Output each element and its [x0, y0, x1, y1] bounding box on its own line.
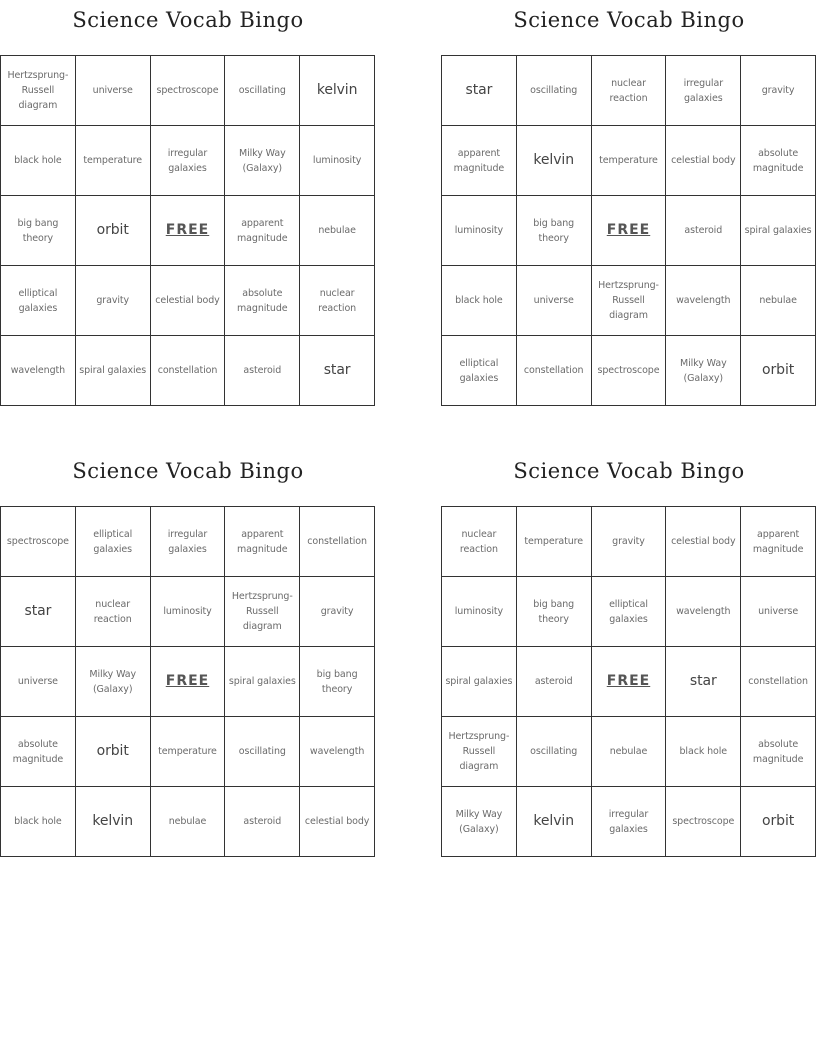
bingo-cell: temperature — [592, 126, 667, 196]
bingo-cell: luminosity — [442, 196, 517, 266]
bingo-cell: Hertzsprung-Russell diagram — [592, 266, 667, 336]
bingo-cell: constellation — [741, 647, 816, 717]
bingo-cell: black hole — [1, 126, 76, 196]
bingo-cell: universe — [76, 56, 151, 126]
bingo-cell: Milky Way (Galaxy) — [225, 126, 300, 196]
bingo-cell: nuclear reaction — [76, 577, 151, 647]
bingo-cell: absolute magnitude — [741, 126, 816, 196]
bingo-cell: big bang theory — [1, 196, 76, 266]
bingo-cell: spectroscope — [592, 336, 667, 406]
bingo-cell: elliptical galaxies — [442, 336, 517, 406]
card-title: Science Vocab Bingo — [72, 8, 304, 32]
bingo-cell: Milky Way (Galaxy) — [76, 647, 151, 717]
bingo-cell: celestial body — [666, 507, 741, 577]
bingo-cell: black hole — [666, 717, 741, 787]
bingo-cell: nuclear reaction — [592, 56, 667, 126]
bingo-cell: wavelength — [666, 266, 741, 336]
bingo-cell: kelvin — [300, 56, 375, 126]
bingo-cell: gravity — [300, 577, 375, 647]
bingo-cell: big bang theory — [300, 647, 375, 717]
free-space: FREE — [592, 647, 667, 717]
bingo-cell: irregular galaxies — [592, 787, 667, 857]
free-space: FREE — [592, 196, 667, 266]
bingo-cell: celestial body — [666, 126, 741, 196]
bingo-cell: orbit — [741, 336, 816, 406]
bingo-cell: oscillating — [225, 56, 300, 126]
bingo-cell: luminosity — [442, 577, 517, 647]
bingo-cell: kelvin — [517, 787, 592, 857]
bingo-cell: oscillating — [517, 717, 592, 787]
card-title: Science Vocab Bingo — [513, 459, 745, 483]
bingo-cell: spectroscope — [666, 787, 741, 857]
bingo-cell: celestial body — [300, 787, 375, 857]
free-space: FREE — [151, 647, 226, 717]
bingo-cell: asteroid — [225, 787, 300, 857]
bingo-cell: spectroscope — [151, 56, 226, 126]
bingo-cell: black hole — [1, 787, 76, 857]
bingo-cell: asteroid — [666, 196, 741, 266]
bingo-cell: star — [442, 56, 517, 126]
bingo-cell: irregular galaxies — [151, 507, 226, 577]
card-title: Science Vocab Bingo — [513, 8, 745, 32]
bingo-cell: gravity — [76, 266, 151, 336]
bingo-cell: nebulae — [741, 266, 816, 336]
bingo-cell: big bang theory — [517, 577, 592, 647]
bingo-cell: apparent magnitude — [225, 507, 300, 577]
bingo-cell: oscillating — [517, 56, 592, 126]
bingo-cell: constellation — [151, 336, 226, 406]
bingo-cell: apparent magnitude — [741, 507, 816, 577]
bingo-cell: elliptical galaxies — [592, 577, 667, 647]
bingo-cell: Hertzsprung-Russell diagram — [1, 56, 76, 126]
bingo-cell: luminosity — [300, 126, 375, 196]
bingo-cell: irregular galaxies — [666, 56, 741, 126]
bingo-grid — [0, 506, 375, 857]
free-space: FREE — [151, 196, 226, 266]
bingo-grid — [441, 506, 816, 857]
card-title: Science Vocab Bingo — [72, 459, 304, 483]
bingo-cell: universe — [1, 647, 76, 717]
bingo-cell: spectroscope — [1, 507, 76, 577]
bingo-cell: Hertzsprung-Russell diagram — [442, 717, 517, 787]
bingo-cell: spiral galaxies — [741, 196, 816, 266]
bingo-cell: big bang theory — [517, 196, 592, 266]
bingo-grid — [441, 55, 816, 406]
bingo-cell: star — [300, 336, 375, 406]
bingo-cell: absolute magnitude — [741, 717, 816, 787]
bingo-cell: gravity — [741, 56, 816, 126]
bingo-cell: temperature — [76, 126, 151, 196]
bingo-cell: elliptical galaxies — [76, 507, 151, 577]
bingo-cell: kelvin — [76, 787, 151, 857]
bingo-cell: wavelength — [300, 717, 375, 787]
bingo-cell: star — [666, 647, 741, 717]
bingo-cell: spiral galaxies — [76, 336, 151, 406]
bingo-cell: nebulae — [300, 196, 375, 266]
bingo-cell: nebulae — [151, 787, 226, 857]
bingo-cell: universe — [741, 577, 816, 647]
bingo-cell: asteroid — [225, 336, 300, 406]
bingo-cell: constellation — [300, 507, 375, 577]
bingo-cell: Milky Way (Galaxy) — [442, 787, 517, 857]
bingo-cell: apparent magnitude — [225, 196, 300, 266]
bingo-cell: orbit — [741, 787, 816, 857]
bingo-cell: universe — [517, 266, 592, 336]
bingo-cell: wavelength — [1, 336, 76, 406]
bingo-cell: orbit — [76, 196, 151, 266]
bingo-cell: nuclear reaction — [442, 507, 517, 577]
bingo-cell: spiral galaxies — [442, 647, 517, 717]
bingo-cell: temperature — [517, 507, 592, 577]
bingo-cell: Milky Way (Galaxy) — [666, 336, 741, 406]
bingo-cell: absolute magnitude — [1, 717, 76, 787]
bingo-cell: star — [1, 577, 76, 647]
bingo-cell: irregular galaxies — [151, 126, 226, 196]
bingo-cell: orbit — [76, 717, 151, 787]
bingo-cell: Hertzsprung-Russell diagram — [225, 577, 300, 647]
bingo-cell: spiral galaxies — [225, 647, 300, 717]
bingo-cell: elliptical galaxies — [1, 266, 76, 336]
bingo-cell: black hole — [442, 266, 517, 336]
bingo-cell: asteroid — [517, 647, 592, 717]
bingo-grid — [0, 55, 375, 406]
bingo-cell: kelvin — [517, 126, 592, 196]
bingo-cell: nuclear reaction — [300, 266, 375, 336]
bingo-cell: apparent magnitude — [442, 126, 517, 196]
bingo-cell: nebulae — [592, 717, 667, 787]
bingo-cell: wavelength — [666, 577, 741, 647]
bingo-cell: luminosity — [151, 577, 226, 647]
bingo-cell: gravity — [592, 507, 667, 577]
bingo-cell: constellation — [517, 336, 592, 406]
bingo-cell: celestial body — [151, 266, 226, 336]
bingo-cell: oscillating — [225, 717, 300, 787]
bingo-cell: temperature — [151, 717, 226, 787]
bingo-cell: absolute magnitude — [225, 266, 300, 336]
